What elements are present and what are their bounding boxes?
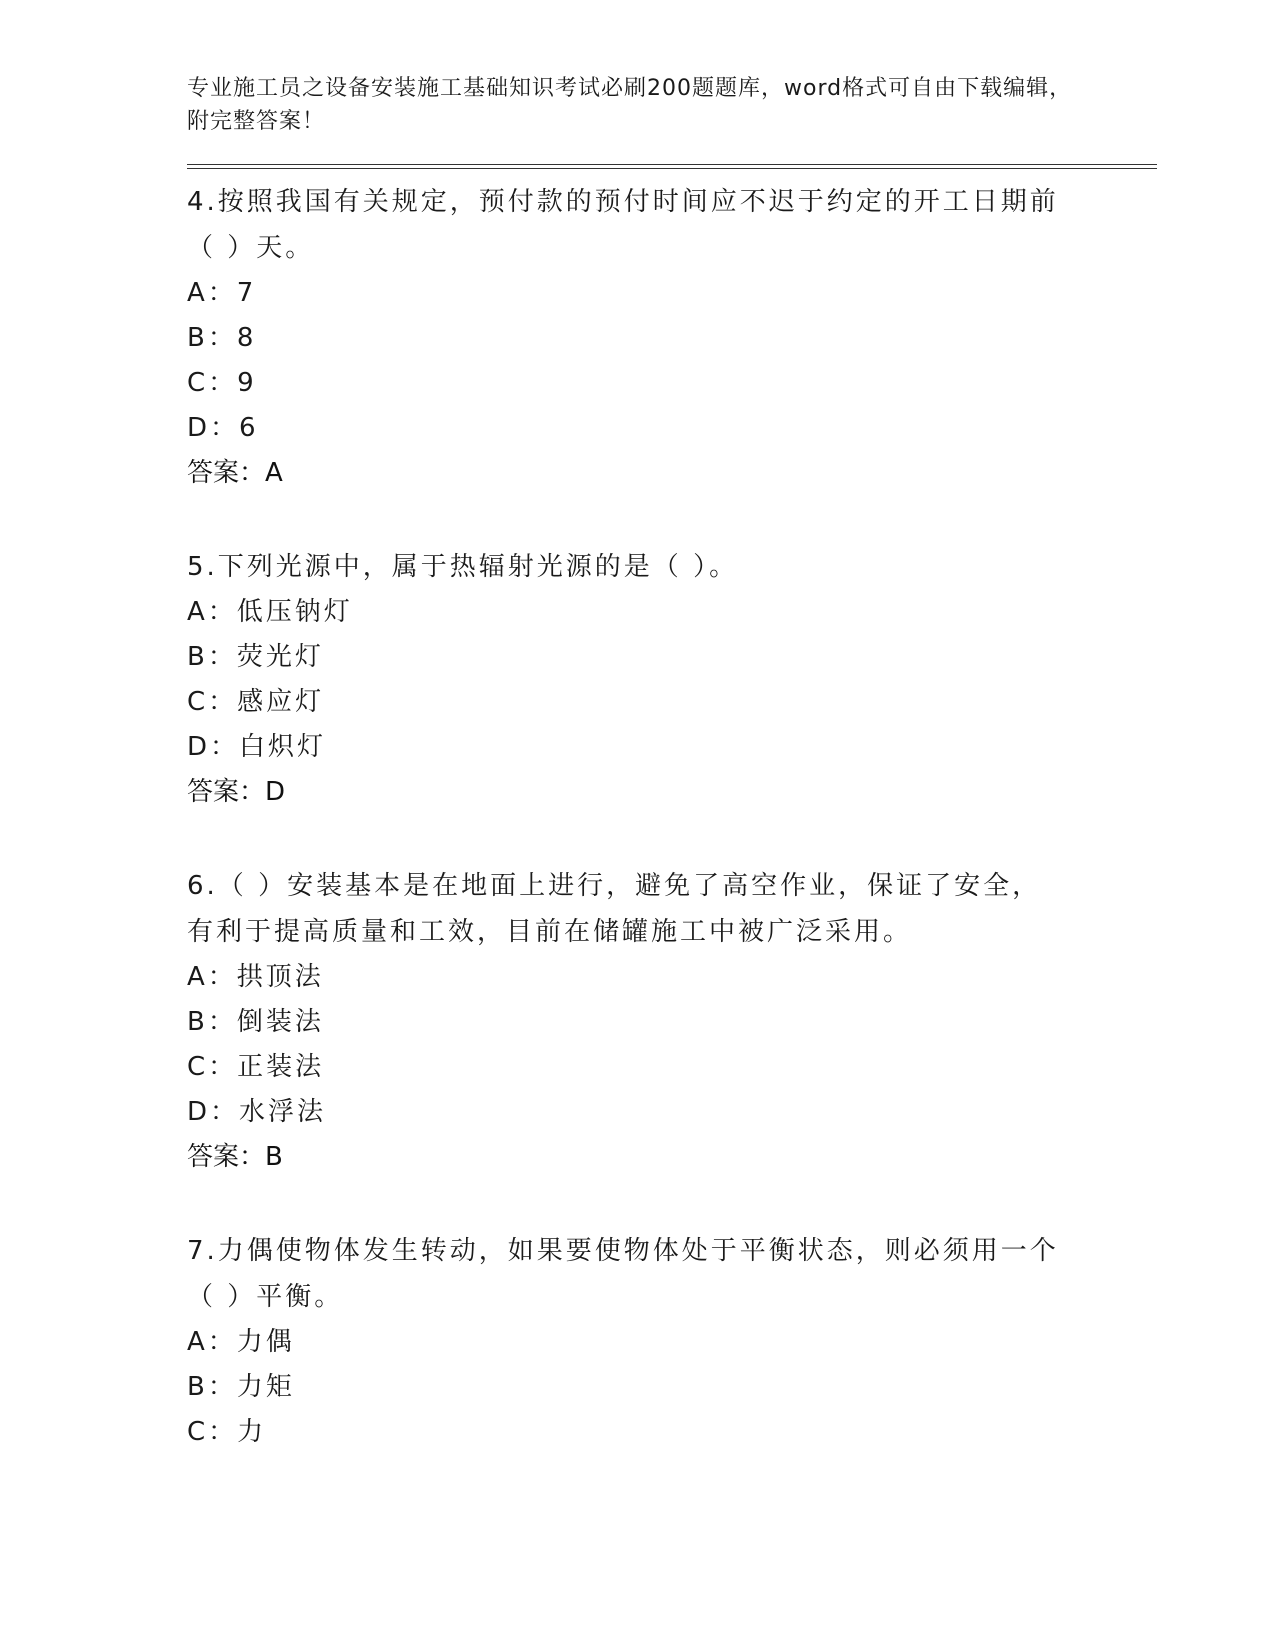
question-stem: 6.（ ）安装基本是在地面上进行，避免了高空作业，保证了安全，有利于提高质量和工效，目前在储罐施工中被广泛采用。 xyxy=(187,871,1042,947)
question-stem: 7.力偶使物体发生转动，如果要使物体处于平衡状态，则必须用一个（ ）平衡。 xyxy=(187,1236,1059,1312)
option-letter: A： xyxy=(187,1327,237,1357)
question-block xyxy=(187,863,1157,1180)
document-header-title: 专业施工员之设备安装施工基础知识考试必刷200题题库，word格式可自由下载编辑，附完整答案！ xyxy=(187,76,1073,134)
option-row xyxy=(187,361,1157,406)
option-row xyxy=(187,1045,1157,1090)
option-row xyxy=(187,1365,1157,1410)
question-stem: 5.下列光源中，属于热辐射光源的是（ ）。 xyxy=(187,552,739,582)
option-row xyxy=(187,1320,1157,1365)
option-text: 拱顶法 xyxy=(236,962,324,992)
header-divider xyxy=(187,164,1157,169)
option-letter: B： xyxy=(187,642,237,672)
option-letter: C： xyxy=(187,687,238,717)
option-letter: D： xyxy=(187,1097,240,1127)
option-text: 白炽灯 xyxy=(239,732,327,762)
option-row xyxy=(187,725,1157,770)
option-text: 低压钠灯 xyxy=(236,597,353,627)
option-text: 力偶 xyxy=(236,1327,295,1357)
question-block xyxy=(187,544,1157,815)
option-text: 6 xyxy=(239,413,259,443)
option-letter: B： xyxy=(187,1007,237,1037)
option-row xyxy=(187,590,1157,635)
option-row xyxy=(187,680,1157,725)
option-letter: C： xyxy=(187,1052,238,1082)
question-list xyxy=(187,179,1157,1455)
option-text: 正装法 xyxy=(237,1052,325,1082)
option-letter: D： xyxy=(187,732,240,762)
option-letter: C： xyxy=(187,368,238,398)
option-letter: A： xyxy=(187,597,237,627)
option-text: 感应灯 xyxy=(237,687,325,717)
option-row xyxy=(187,1090,1157,1135)
option-text: 荧光灯 xyxy=(236,642,324,672)
option-row xyxy=(187,271,1157,316)
option-letter: A： xyxy=(187,962,237,992)
option-letter: D： xyxy=(187,413,240,443)
answer-line: 答案：D xyxy=(187,777,286,807)
option-row xyxy=(187,1410,1157,1455)
option-text: 水浮法 xyxy=(239,1097,327,1127)
option-letter: B： xyxy=(187,1372,237,1402)
option-text: 8 xyxy=(236,323,257,353)
option-text: 力 xyxy=(237,1417,267,1447)
question-stem: 4.按照我国有关规定，预付款的预付时间应不迟于约定的开工日期前（ ）天。 xyxy=(187,187,1059,263)
option-letter: C： xyxy=(187,1417,238,1447)
option-row xyxy=(187,1000,1157,1045)
option-row xyxy=(187,316,1157,361)
option-row xyxy=(187,406,1157,451)
option-row xyxy=(187,635,1157,680)
option-letter: A： xyxy=(187,278,237,308)
option-text: 9 xyxy=(237,368,257,398)
document-page xyxy=(187,72,1157,1455)
option-text: 倒装法 xyxy=(236,1007,324,1037)
option-row xyxy=(187,955,1157,1000)
option-text: 7 xyxy=(236,278,257,308)
option-text: 力矩 xyxy=(236,1372,295,1402)
answer-line: 答案：A xyxy=(187,458,283,488)
answer-line: 答案：B xyxy=(187,1142,283,1172)
question-block xyxy=(187,179,1157,496)
question-block xyxy=(187,1228,1157,1455)
option-letter: B： xyxy=(187,323,237,353)
